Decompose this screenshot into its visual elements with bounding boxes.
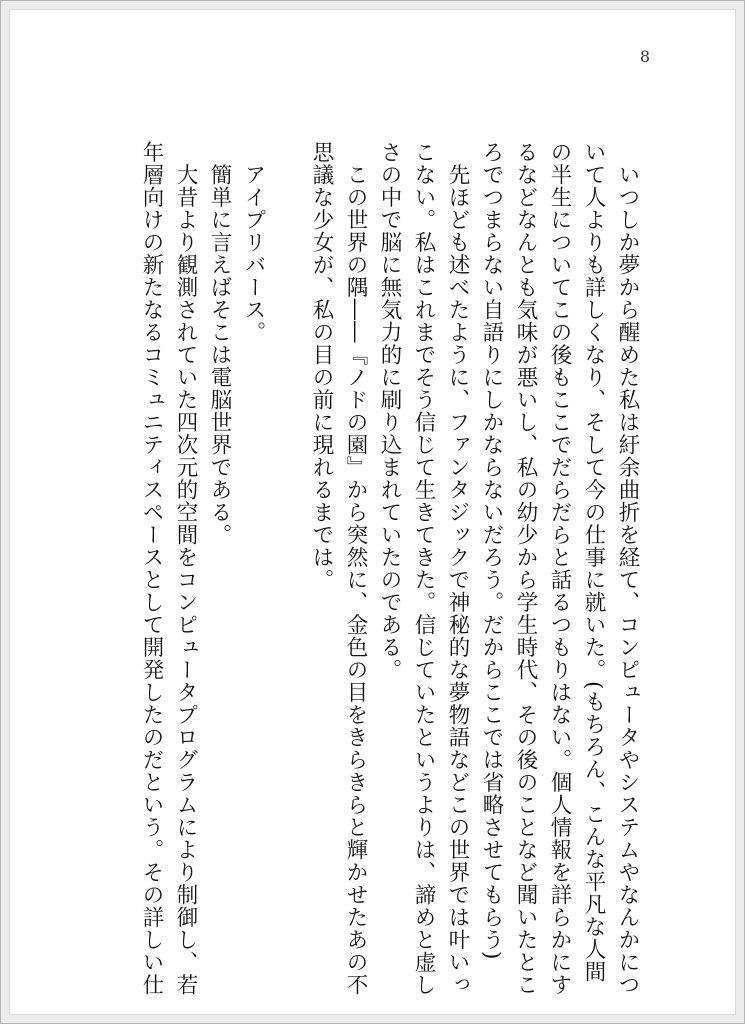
text-line: の半生についてこの後もここでだらだらと話るつもりはない。個人情報を詳らかにす — [547, 141, 572, 996]
text-line: 年層向けの新たなるコミュニティスペースとして開発したのだという。その詳しい仕 — [139, 141, 164, 996]
text-line: 大昔より観測されていた四次元的空間をコンピュータプログラムにより制御し、若 — [173, 163, 198, 996]
text-line: ろでつまらない自語りにしかならないだろう。だからここでは省略させてもらう) — [479, 141, 504, 961]
text-line: 簡単に言えばそこは電脳世界である。 — [207, 163, 232, 546]
text-line: るなどなんとも気味が悪いし、私の幼少から学生時代、その後のことなど聞いたとこ — [513, 141, 538, 996]
text-line: いつしか夢から醒めた私は紆余曲折を経て、コンピュータやシステムやなんかにつ — [615, 163, 640, 996]
text-line: 先ほども述べたように、ファンタジックで神秘的な夢物語などこの世界では叶いっ — [445, 163, 470, 996]
text-line: さの中で脳に無気力的に刷り込まれていたのである。 — [377, 141, 402, 681]
text-line: 思議な少女が、私の目の前に現れるまでは。 — [309, 141, 334, 591]
vertical-text-body — [134, 141, 644, 996]
page-number: 8 — [639, 47, 650, 66]
text-line: この世界の隅――『ノドの園』から突然に、金色の目をきらきらと輝かせたあの不 — [343, 163, 368, 996]
paragraph-gap — [270, 141, 304, 941]
text-line: アイプリバース。 — [241, 163, 266, 344]
text-line: いて人よりも詳しくなり、そして今の仕事に就いた。(もちろん、こんな平凡な人間 — [581, 141, 606, 983]
text-line: こない。私はこれまでそう信じて生きてきた。信じていたというよりは、諦めと虚し — [411, 141, 436, 996]
